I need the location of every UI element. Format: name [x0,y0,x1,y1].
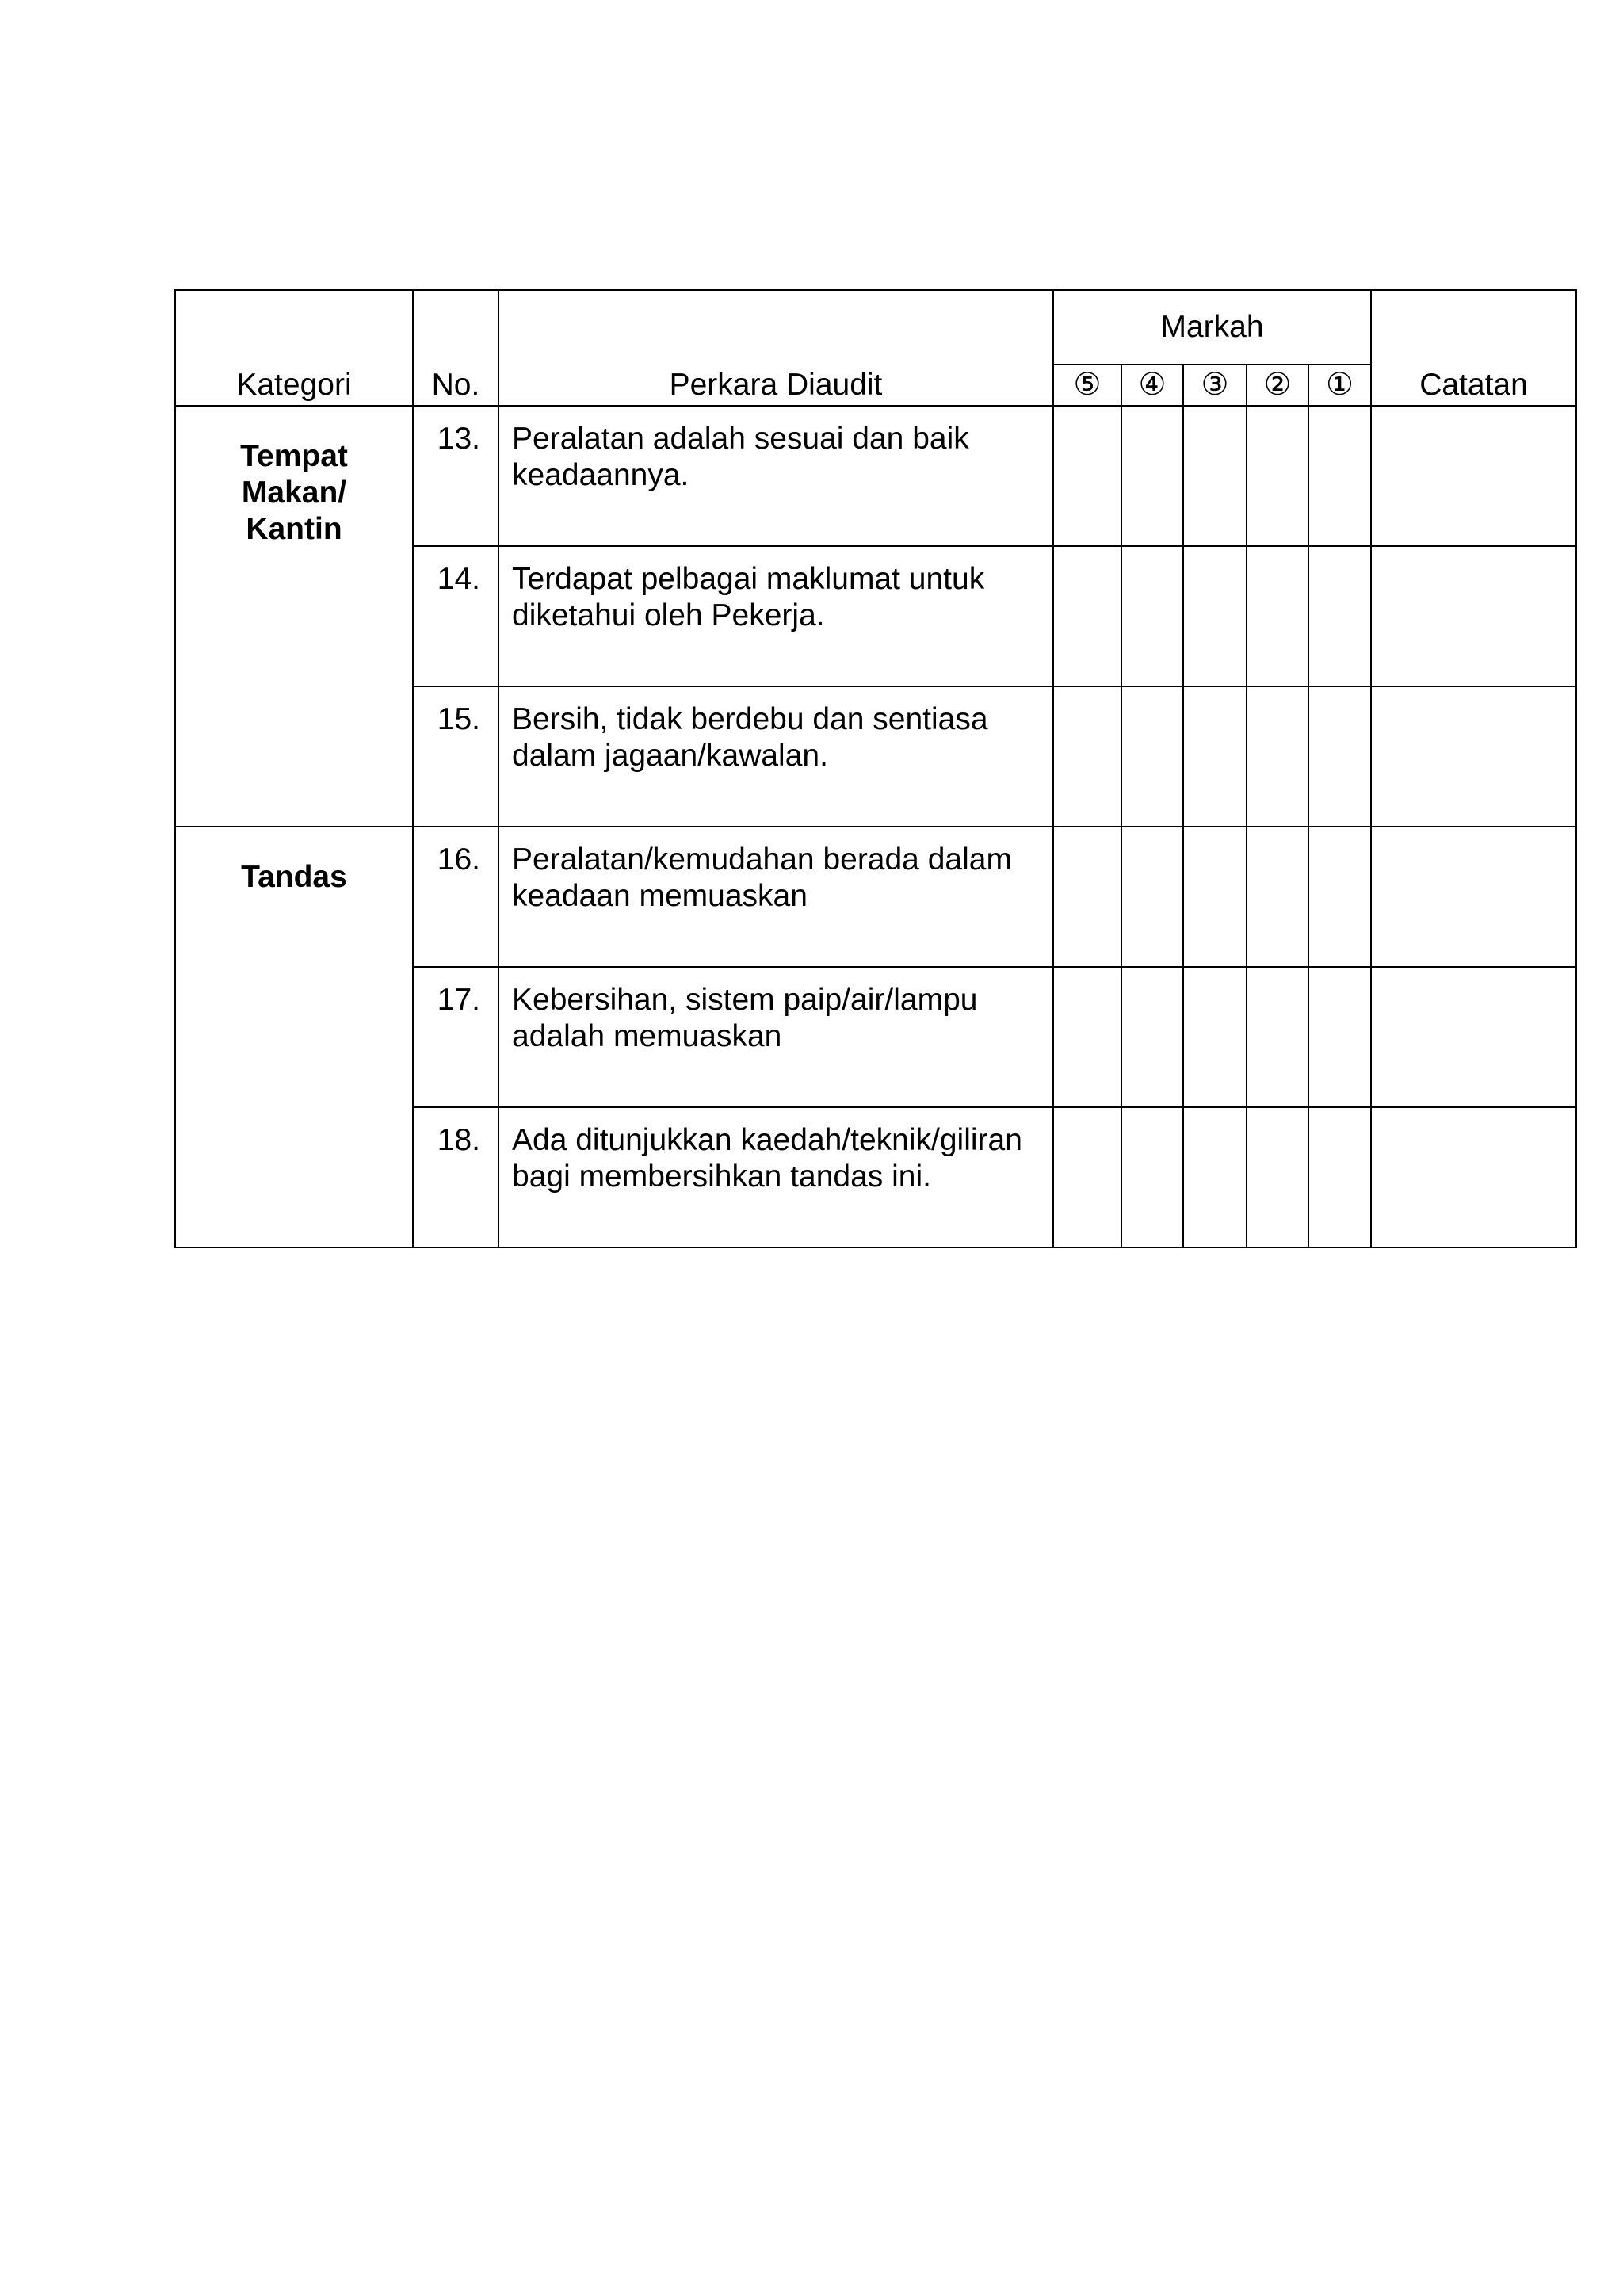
mark-1-cell[interactable] [1308,967,1371,1107]
item-number: 14. [413,546,498,686]
catatan-cell[interactable] [1371,686,1576,827]
mark-3-cell[interactable] [1183,967,1247,1107]
header-mark-5: ⑤ [1053,365,1121,406]
mark-4-cell[interactable] [1121,686,1183,827]
mark-3-cell[interactable] [1183,1107,1247,1247]
category-label: Tandas [241,860,347,894]
mark-5-cell[interactable] [1053,1107,1121,1247]
header-mark-4: ④ [1121,365,1183,406]
table-row [175,406,1576,546]
header-catatan: Catatan [1371,290,1576,406]
item-text-line: dalam jagaan/kawalan. [512,739,828,773]
mark-5-cell[interactable] [1053,546,1121,686]
header-mark-3: ③ [1183,365,1247,406]
mark-2-cell[interactable] [1247,1107,1308,1247]
item-description [498,546,1053,686]
mark-4-cell[interactable] [1121,1107,1183,1247]
category-label: Kantin [246,512,342,546]
catatan-cell[interactable] [1371,967,1576,1107]
mark-2-cell[interactable] [1247,967,1308,1107]
catatan-cell[interactable] [1371,1107,1576,1247]
item-text-line: Peralatan adalah sesuai dan baik [512,422,969,456]
item-number: 18. [413,1107,498,1247]
mark-5-cell[interactable] [1053,686,1121,827]
item-description [498,406,1053,546]
mark-1-cell[interactable] [1308,827,1371,967]
category-cell [175,406,413,827]
header-mark-1: ① [1308,365,1371,406]
mark-3-cell[interactable] [1183,827,1247,967]
mark-4-cell[interactable] [1121,546,1183,686]
mark-1-cell[interactable] [1308,686,1371,827]
mark-4-cell[interactable] [1121,827,1183,967]
item-text-line: Ada ditunjukkan kaedah/teknik/giliran [512,1123,1022,1157]
header-kategori: Kategori [175,290,413,406]
mark-5-cell[interactable] [1053,406,1121,546]
item-text-line: keadaannya. [512,458,689,492]
item-text-line: Kebersihan, sistem paip/air/lampu [512,983,978,1017]
item-text-line: Peralatan/kemudahan berada dalam [512,842,1012,877]
category-label: Makan/ [241,476,347,510]
item-description [498,1107,1053,1247]
mark-3-cell[interactable] [1183,406,1247,546]
mark-3-cell[interactable] [1183,686,1247,827]
catatan-cell[interactable] [1371,406,1576,546]
item-number: 16. [413,827,498,967]
item-text-line: keadaan memuaskan [512,879,808,913]
mark-4-cell[interactable] [1121,406,1183,546]
header-no: No. [413,290,498,406]
header-perkara-diaudit: Perkara Diaudit [498,290,1053,406]
item-text-line: diketahui oleh Pekerja. [512,598,825,632]
mark-5-cell[interactable] [1053,967,1121,1107]
item-number: 15. [413,686,498,827]
mark-2-cell[interactable] [1247,686,1308,827]
mark-5-cell[interactable] [1053,827,1121,967]
header-markah: Markah [1053,290,1371,365]
mark-2-cell[interactable] [1247,406,1308,546]
item-text-line: adalah memuaskan [512,1019,782,1053]
item-text-line: bagi membersihkan tandas ini. [512,1159,931,1194]
header-mark-2: ② [1247,365,1308,406]
item-number: 17. [413,967,498,1107]
mark-1-cell[interactable] [1308,546,1371,686]
mark-2-cell[interactable] [1247,827,1308,967]
item-text-line: Terdapat pelbagai maklumat untuk [512,562,985,596]
item-number: 13. [413,406,498,546]
mark-4-cell[interactable] [1121,967,1183,1107]
mark-2-cell[interactable] [1247,546,1308,686]
catatan-cell[interactable] [1371,827,1576,967]
item-description [498,686,1053,827]
category-label: Tempat [240,439,348,473]
category-cell [175,827,413,1247]
mark-3-cell[interactable] [1183,546,1247,686]
audit-table [174,289,1577,1248]
mark-1-cell[interactable] [1308,406,1371,546]
item-text-line: Bersih, tidak berdebu dan sentiasa [512,702,988,736]
table-row [175,827,1576,967]
item-description [498,827,1053,967]
catatan-cell[interactable] [1371,546,1576,686]
item-description [498,967,1053,1107]
mark-1-cell[interactable] [1308,1107,1371,1247]
